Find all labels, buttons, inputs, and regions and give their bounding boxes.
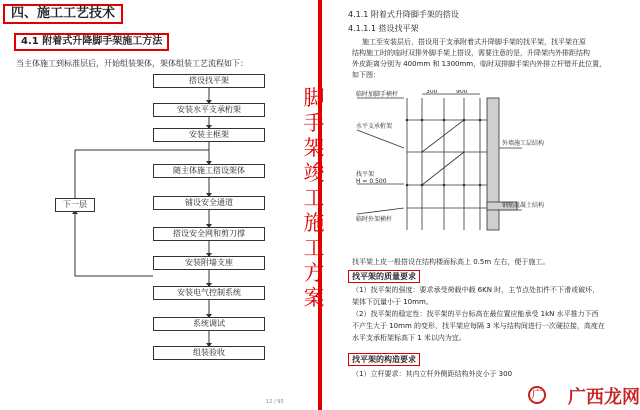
- scaffold-section-figure: [352, 90, 552, 240]
- flow-step-3: 安装主框架: [153, 128, 265, 142]
- heading-4-1-1-1: 4.1.1.1 搭设找平架: [348, 24, 419, 33]
- quality-item-3: （2）找平架的稳定性：找平架的平台标高在最位置应能承受 1kN 水平推力下西: [352, 310, 599, 318]
- para1-line-3: 外皮距离分别为 400mm 和 1300mm，临时双排脚手架内外排立杆错开此位置，: [352, 60, 607, 68]
- quality-item-4: 不产生大于 10mm 的变形，找平架应每隔 3 米与结构间进行一次硬拉接，高度在: [352, 322, 605, 330]
- watermark-text: 广西龙网: [568, 387, 640, 408]
- fig-label-support: 找平架: [356, 171, 375, 178]
- para1-line-4: 如下图：: [352, 71, 380, 79]
- heading-4-1-1: 4.1.1 附着式升降脚手架的搭设: [348, 10, 459, 19]
- flow-step-9: 系统调试: [153, 317, 265, 331]
- fig-label-right-upper: 外墙施工层结构: [502, 140, 545, 147]
- para1-line-2: 结构施工时的临时双排外脚手架上搭设，需要注意的是，升降架内外排距结构: [352, 49, 590, 57]
- flow-step-8: 安装电气控制系统: [153, 286, 265, 300]
- flow-step-5: 铺设安全通道: [153, 196, 265, 210]
- page-number: 12 / 95: [266, 399, 284, 405]
- para1-line-1: 施工至安装层后，搭设用于支承附着式升降脚手架的找平架，找平架在原: [362, 38, 586, 46]
- overlay-title: 脚手架竣工施工方案: [303, 86, 325, 310]
- quality-item-2: 架体下沉量小于 10mm。: [352, 298, 433, 306]
- fig-dim-mid: 900: [456, 90, 468, 95]
- para2-text: 找平架上皮一般搭设在结构楼面标高上 0.5m 左右，便于施工。: [352, 258, 550, 266]
- flow-step-4: 随主体施工搭设架体: [153, 164, 265, 178]
- fig-label-rail: 水平支承桁架: [356, 123, 393, 130]
- flow-step-10: 组装验收: [153, 346, 265, 360]
- section-title: 四、施工工艺技术: [3, 4, 123, 24]
- intro-text: 当主体施工到标准层后，开始组装架体，架体组装工艺流程如下：: [16, 59, 248, 68]
- flow-step-1: 搭设找平架: [153, 74, 265, 88]
- fig-label-bottom-left: 临时外架横杆: [356, 216, 393, 223]
- construct-heading: 找平架的构造要求: [348, 353, 420, 366]
- flow-step-2: 安装水平支承桁架: [153, 103, 265, 117]
- construct-item-1: （1）立杆要求：其内立杆外侧距结构外皮小于 300: [352, 370, 513, 378]
- quality-item-5: 水平支承桁架标高下 1 米以内为宜。: [352, 334, 466, 342]
- loop-next-floor-box: 下一层: [55, 198, 95, 212]
- fig-label-height: H = 0.500: [356, 178, 387, 185]
- fig-label-right-lower: 钢筋混凝土结构: [502, 202, 545, 209]
- fig-label-top-left: 临时加脚手横杆: [356, 91, 399, 98]
- flow-step-6: 搭设安全网和剪刀撑: [153, 227, 265, 241]
- watermark-logo-icon: 广: [528, 386, 546, 404]
- fig-dim-top: 300: [426, 90, 438, 95]
- quality-heading: 找平架的质量要求: [348, 270, 420, 283]
- subsection-title: 4.1 附着式升降脚手架施工方法: [14, 33, 169, 51]
- quality-item-1: （1）找平架的强度：要求承受荷载中载 6KN 时，主节点处扣件不下滑或破坏，: [352, 286, 600, 294]
- flow-step-7: 安装附墙支座: [153, 256, 265, 270]
